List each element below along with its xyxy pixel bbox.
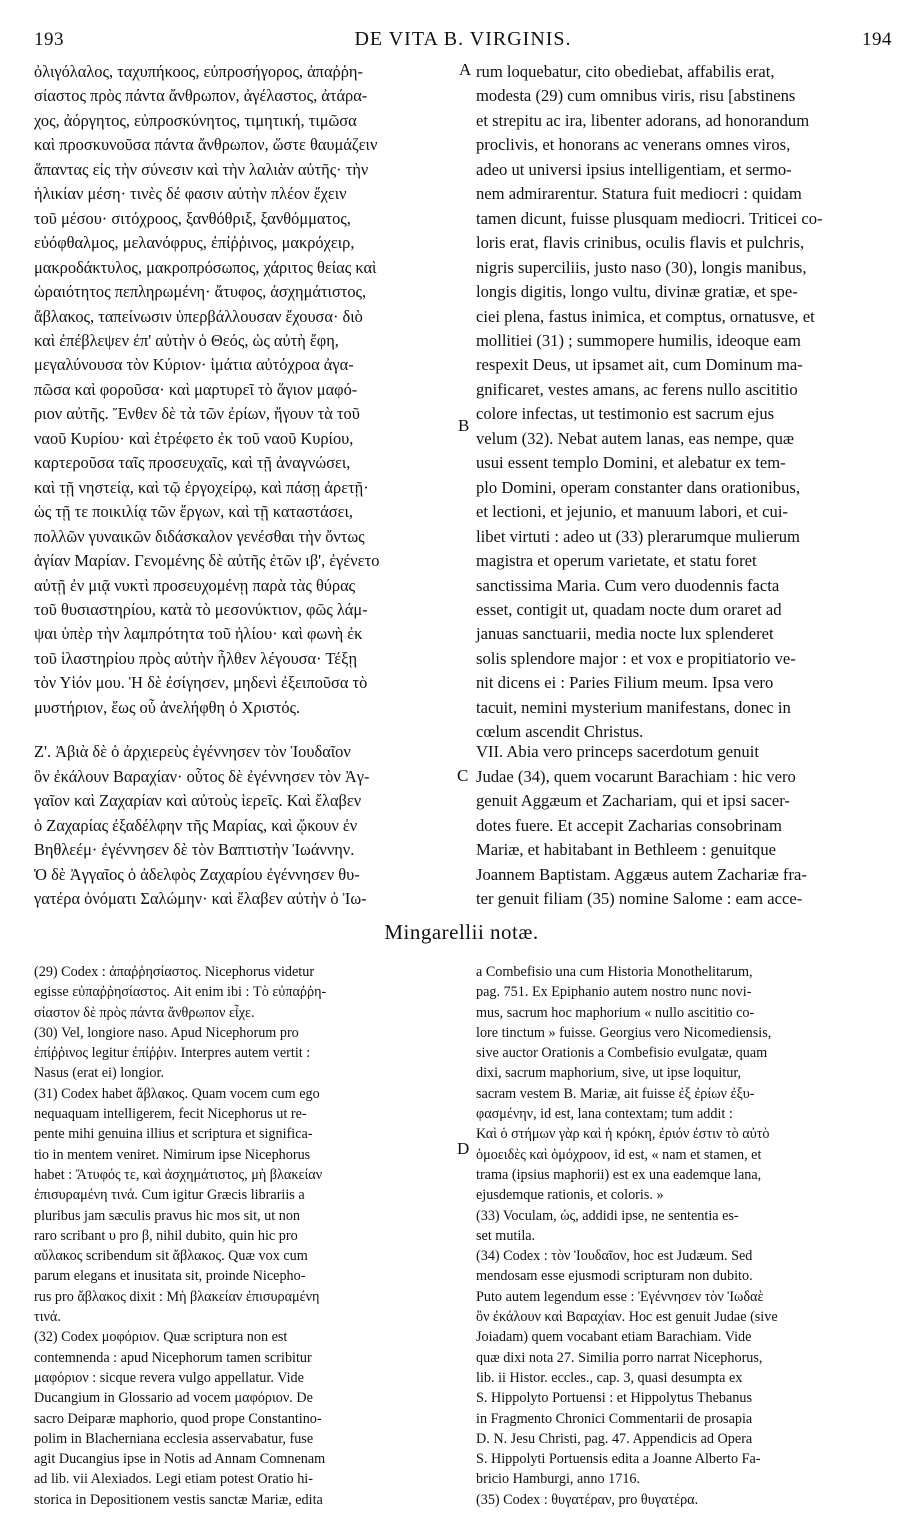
- latin-section-seven: [476, 740, 894, 912]
- notes-heading: Mingarellii notæ.: [384, 920, 539, 944]
- latin-section-seven-text: VII. Abia vero princeps sacerdotum genuit Judae (34), quem vocarunt Barachiam : hic vero genuit Aggæum et Zachariam, qui et ipsi sacer- dotes fuere. Et accepit Zacharias consobrinam Mariæ, et habitabant in Bethleem : genuitque Joannem Baptistam. Aggæus autem Zachariæ fra- ter genuit filiam (35) nomine Salome : eam acce-: [476, 742, 807, 908]
- greek-main-text: ὀλιγόλαλος, ταχυπήκοος, εὐπροσήγορος, ἀπαῤῥη- σίαστος πρὸς πάντα ἄνθρωπον, ἀγέλαστος, ἀτάρα- χος, ἀόργητος, εὐπροσκύνητος, τιμητική, τιμῶσα καὶ προσκυνοῦσα πάντα ἄνθρωπον, ὥστε θαυμάζειν ἅπαντας εἰς τὴν σύνεσιν καὶ τὴν λαλιὰν αὐτῆς· τὴν ἡλικίαν μέση· τινὲς δέ φασιν αὐτὴν πλέον ἔχειν τοῦ μέσου· σιτόχροος, ξανθόθριξ, ξανθόμματος, εὐόφθαλμος, μελανόφρυς, ἐπίῤῥινος, μακρόχειρ, μακροδάκτυλος, μακροπρόσωπος, χάριτος θείας καὶ ὡραιότητος πεπληρωμένη· ἄτυφος, ἀσχημάτιστος, ἄβλακος, ταπείνωσιν ὑπερβάλλουσαν ἔχουσα· διὸ καὶ ἐπέβλεψεν ἐπ' αὐτὴν ὁ Θεός, ὡς αὐτὴ ἔφη, μεγαλύνουσα τὸν Κύριον· ἱμάτια αὐτόχροα ἀγα- πῶσα καὶ φοροῦσα· καὶ μαρτυρεῖ τὸ ἅγιον μαφό- ριον αὐτῆς. Ἔνθεν δὲ τὰ τῶν ἐρίων, ἤγουν τὰ τοῦ ναοῦ Κυρίου· καὶ ἐτρέφετο ἐκ τοῦ ναοῦ Κυρίου, καρτεροῦσα ταῖς προσευχαῖς, καὶ τῇ ἀναγνώσει, καὶ τῇ νηστείᾳ, καὶ τῷ ἐργοχείρῳ, καὶ πάσῃ ἀρετῇ· ὡς τῇ τε ποικιλίᾳ τῶν ἔργων, καὶ τῇ καταστάσει, πολλῶν γυναικῶν διδάσκαλον γενέσθαι τὴν ὄντως ἁγίαν Μαρίαν. Γενομένης δὲ αὐτῆς ἐτῶν ιβ', ἐγένετο αὐτῇ ἐν μιᾷ νυκτὶ προσευχομένῃ παρὰ τὰς θύρας τοῦ θυσιαστηρίου, κατὰ τὸ μεσονύκτιον, φῶς λάμ- ψαι ὑπὲρ τὴν λαμπρότητα τοῦ ἡλίου· καὶ φωνὴ ἐκ τοῦ ἱλαστηρίου πρὸς αὐτὴν ἦλθεν λέγουσα· Τέξῃ τὸν Υἱόν μου. Ἡ δὲ ἐσίγησεν, μηδενὶ ἐξειποῦσα τὸ μυστήριον, ἕως οὗ ἀνελήφθη ὁ Χριστός.: [34, 62, 380, 717]
- right-page-number: 194: [861, 29, 892, 50]
- margin-marker-b: B: [458, 416, 470, 435]
- notes-left-text: (29) Codex : ἀπαῤῥησίαστος. Nicephorus videtur egisse εὐπαῤῥησίαστος. Ait enim ibi : Τὸ εὐπαῤῥη- σίαστον δὲ πρὸς πάντα ἄνθρωπον εἶχε. (30) Vel, longiore naso. Apud Nicephorum pro ἐπίῤῥινος legitur ἐπίῤῥιν. Interpres autem vertit : Nasus (erat ei) longior. (31) Codex habet ἄβλακος. Quam vocem cum ego nequaquam intelligerem, fecit Nicephorus ut re- pente mihi genuina illius et scriptura et significa- tio in mentem veniret. Nimirum ipse Nicephorus habet : Ἄτυφός τε, καὶ ἀσχημάτιστος, μὴ βλακείαν ἐπισυραμένη τινά. Cum igitur Græcis librariis a pluribus jam sæculis pravus hic mos sit, ut non raro scribant υ pro β, nihil dubito, quin hic pro αὔλακος scribendum sit ἄβλακος. Quæ vox cum parum elegans et inusitata sit, proinde Nicepho- rus pro ἄβλακος dixit : Μὴ βλακείαν ἐπισυραμένη τινά. (32) Codex μοφόριον. Quæ scriptura non est contemnenda : apud Nicephorum tamen scribitur μαφόριον : sicque revera vulgo appellatur. Vide Ducangium in Glossario ad vocem μαφόριον. De sacro Deiparæ maphorio, quod prope Constantino- polim in Blacherniana ecclesia asservabatur, fuse agit Ducangius ipse in Notis ad Annam Comnenam ad lib. vii Alexiados. Legi etiam potest Oratio hi- storica in Depositionem vestis sanctæ Mariæ, edita: [34, 964, 327, 1508]
- greek-section-seven: [34, 740, 454, 912]
- running-title: DE VITA B. VIRGINIS.: [354, 28, 572, 50]
- notes-right-column: [476, 962, 894, 1510]
- greek-section-seven-text: Ζ'. Ἀβιὰ δὲ ὁ ἀρχιερεὺς ἐγέννησεν τὸν Ἰουδαῖον ὃν ἐκάλουν Βαραχίαν· οὗτος δὲ ἐγέννησεν τὸν Ἀγ- γαῖον καὶ Ζαχαρίαν καὶ αὐτοὺς ἱερεῖς. Καὶ ἔλαβεν ὁ Ζαχαρίας ἐξαδέλφην τῆς Μαρίας, καὶ ᾤκουν ἐν Βηθλεέμ· ἐγέννησεν δὲ τὸν Βαπτιστὴν Ἰωάννην. Ὁ δὲ Ἀγγαῖος ὁ ἀδελφὸς Ζαχαρίου ἐγέννησεν θυ- γατέρα ὀνόματι Σαλώμην· καὶ ἔλαβεν αὐτὴν ὁ Ἰω-: [34, 742, 370, 908]
- margin-marker-a: A: [459, 60, 472, 79]
- latin-column: [476, 60, 894, 745]
- page-header: [34, 28, 892, 56]
- latin-main-text: rum loquebatur, cito obediebat, affabilis erat, modesta (29) cum omnibus viris, risu [abstinens et strepitu ac ira, libenter adorans, ad honorandum proclivis, et honorans ac venerans omnes viros, adeo ut universi ipsius intelligentiam, et sermo- nem admirarentur. Statura fuit mediocri : quidam tamen dicunt, fuisse plusquam mediocri. Triticei co- loris erat, flavis crinibus, oculis flavis et pulchris, nigris superciliis, justo naso (30), longis manibus, longis digitis, longo vultu, divinæ gratiæ, et spe- ciei plena, fastus inimica, et comptus, ornatusve, et mollitiei (31) ; summopere humilis, ideoque eam respexit Deus, ut ipsamet ait, cum Dominum ma- gnificaret, vestes amans, ac ferens nullo ascititio colore infectas, ut testimonio est sacrum ejus velum (32). Nebat autem lanas, eas nempe, quæ usui essent templo Domini, et alebatur ex tem- plo Domini, operam constanter dans orationibus, et lectioni, et jejunio, et manuum labori, et cui- libet virtuti : adeo ut (33) plerarumque mulierum magistra et operum varietate, et statu foret sanctissima Maria. Cum vero duodennis facta esset, contigit ut, quadam nocte dum oraret ad januas sanctuarii, media nocte lux splenderet solis splendore major : et vox e propitiatorio ve- nit dicens ei : Paries Filium meum. Ipsa vero tacuit, nemini mysterium manifestans, donec in cœlum ascendit Christus.: [476, 62, 823, 742]
- left-page-number: 193: [34, 29, 64, 50]
- margin-marker-d: D: [457, 1139, 470, 1158]
- greek-column: [34, 60, 454, 720]
- notes-left-column: [34, 962, 454, 1510]
- margin-marker-c: C: [457, 766, 469, 785]
- notes-right-text: a Combefisio una cum Historia Monothelitarum, pag. 751. Ex Epiphanio autem nostro nunc novi- mus, sacrum hoc maphorium « nullo ascititio co- lore tinctum » fuisse. Georgius vero Nicomediensis, sive auctor Orationis a Combefisio evulgatæ, quam dixi, sacrum maphorium, sive, ut ipse loquitur, sacram vestem B. Mariæ, ait fuisse ἐξ ἐρίων ἐξυ- φασμένην, id est, lana contextam; tum addit : Καὶ ὁ στήμων γὰρ καὶ ἡ κρόκη, ἐριόν ἐστιν τὸ αὐτὸ ὁμοειδὲς καὶ ὁμόχροον, id est, « nam et stamen, et trama (ipsius maphorii) est ex una eademque lana, ejusdemque rationis, et coloris. » (33) Voculam, ὡς, addidi ipse, ne sententia es- set mutila. (34) Codex : τὸν Ἰουδαῖον, hoc est Judæum. Sed mendosam esse ejusmodi scripturam non dubito. Puto autem legendum esse : Ἐγέννησεν τὸν Ἰωδαὲ ὃν ἐκάλουν καὶ Βαραχίαν. Hoc est genuit Judae (sive Joiadam) quem vocabant etiam Barachiam. Vide quæ dixi nota 27. Similia porro narrat Nicephorus, lib. ii Histor. eccles., cap. 3, quasi desumpta ex S. Hippolyto Portuensi : et Hippolytus Thebanus in Fragmento Chronici Commentarii de prosapia D. N. Jesu Christi, pag. 47. Appendicis ad Opera S. Hippolyti Portuensis edita a Joanne Alberto Fa- bricio Hamburgi, anno 1716. (35) Codex : θυγατέραν, pro θυγατέρα.: [476, 964, 778, 1508]
